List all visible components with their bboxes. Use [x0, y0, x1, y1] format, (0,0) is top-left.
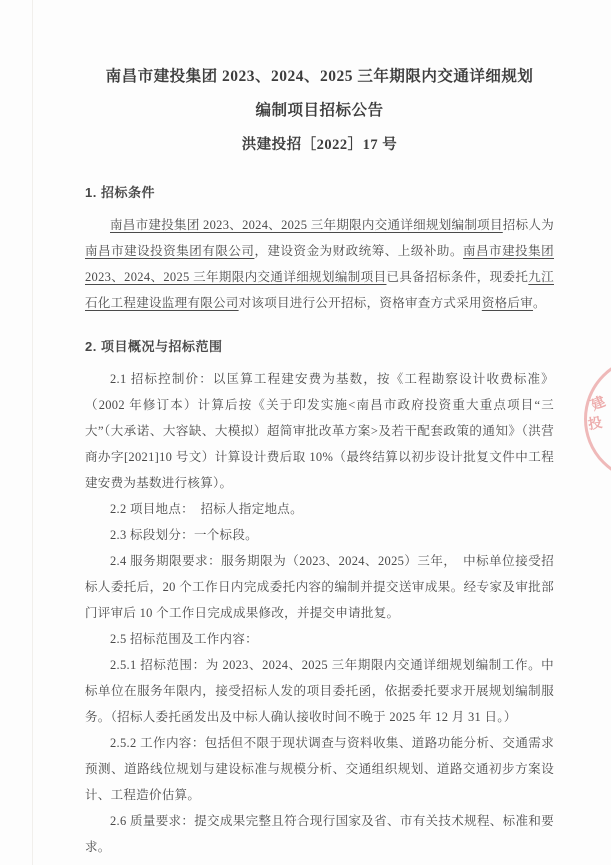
- paragraph: [85, 626, 554, 652]
- text-segment: 对该项目进行公开招标，资格审查方式采用: [238, 296, 482, 310]
- underlined-text: 九江石化工程建设监理有限公司: [85, 270, 554, 310]
- text-segment: 已具备招标条件，现委托: [386, 270, 529, 284]
- seal-character: 建: [589, 394, 609, 415]
- text-segment: 2.5.1 招标范围：为 2023、2024、2025 三年期限内交通详细规划编制工作。中标单位在服务年限内，接受招标人发的项目委托函，依据委托要求开展规划编制服务。（招标人委托函发出及中标人确认接收时间不晚于 2025 年 12 月 31 日。）: [85, 658, 554, 724]
- text-segment: 2.3 标段划分：一个标段。: [110, 528, 258, 542]
- text-segment: ，建设资金为财政统筹、上级补助。: [254, 244, 463, 258]
- text-segment: 2.5.2 工作内容：包括但不限于现状调查与资料收集、道路功能分析、交通需求预测、道路线位规划与建设标准与规模分析、交通组织规划、道路交通初步方案设计、工程造价估算。: [85, 736, 554, 802]
- paragraph: [85, 652, 554, 730]
- paragraph: [85, 548, 554, 626]
- paragraph: [85, 212, 554, 316]
- paragraph: [85, 496, 554, 522]
- seal-character: 投: [587, 415, 604, 434]
- document-header: [85, 60, 554, 162]
- text-segment: 。: [533, 296, 546, 310]
- underlined-text: 南昌市建设投资集团有限公司: [85, 244, 255, 258]
- underlined-text: 南昌市建投集团 2023、2024、2025 三年期限内交通详细规划编制项目: [85, 244, 554, 284]
- document-number: 洪建投招［2022］17 号: [241, 137, 398, 153]
- document-title-line2: 编制项目招标公告: [255, 102, 384, 119]
- section-heading-2: 2. 项目概况与招标范围: [85, 339, 223, 354]
- underlined-text: 资格后审: [481, 296, 534, 310]
- paragraph: [85, 366, 554, 496]
- text-segment: 2.1 招标控制价：以匡算工程建安费为基数，按《工程勘察设计收费标准》（2002 年修订本）计算后按《关于印发实施<南昌市政府投资重大重点项目“三大”（大承诺、大容缺、大模拟）超简审批改革方案>及若干配套政策的通知》（洪营商办字[2021]10 号文）计算设计费后取 10%（最终结算以初步设计批复文件中工程建安费为基数进行核算）。: [85, 372, 554, 490]
- text-segment: 2.6 质量要求：提交成果完整且符合现行国家及省、市有关技术规程、标准和要求。: [85, 814, 554, 854]
- text-segment: 2.2 项目地点： 招标人指定地点。: [110, 502, 303, 516]
- paragraph: [85, 730, 554, 808]
- text-segment: 2.4 服务期限要求：服务期限为（2023、2024、2025）三年， 中标单位接受招标人委托后，20 个工作日内完成委托内容的编制并提交送审成果。经专家及审批部门评审后 10 个工作日完成成果修改，并提交申请批复。: [85, 554, 554, 620]
- paragraph: [85, 522, 554, 548]
- underlined-text: 南昌市建投集团 2023、2024、2025 三年期限内交通详细规划编制项目: [110, 218, 503, 232]
- document-body: [85, 182, 554, 860]
- text-segment: 招标人为: [502, 218, 554, 232]
- paragraph: [85, 808, 554, 860]
- text-segment: 2.5 招标范围及工作内容：: [110, 632, 258, 646]
- section-heading-1: 1. 招标条件: [85, 185, 155, 200]
- document-title-line1: 南昌市建投集团 2023、2024、2025 三年期限内交通详细规划: [105, 68, 534, 85]
